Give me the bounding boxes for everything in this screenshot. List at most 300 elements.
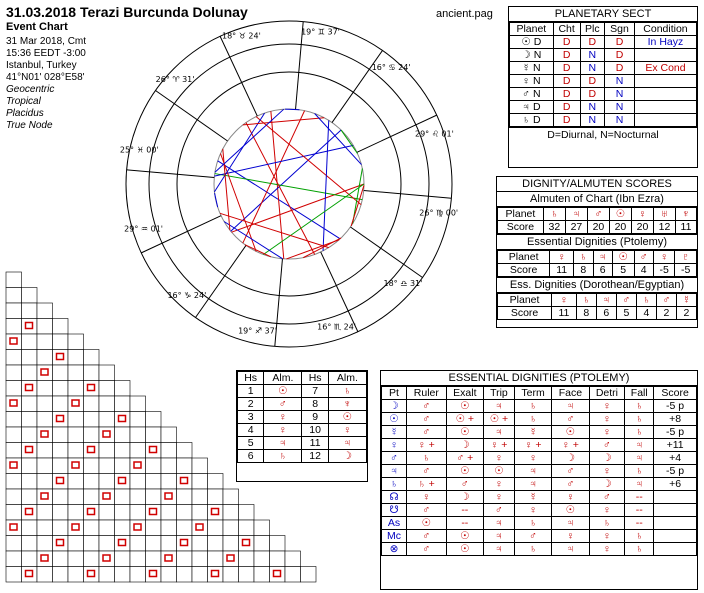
grid-cell	[37, 350, 53, 366]
grid-cell	[6, 319, 22, 335]
grid-cell	[6, 334, 22, 350]
almuten-row	[238, 450, 367, 463]
score-value: 8	[574, 264, 593, 277]
grid-cell	[37, 381, 53, 397]
grid-cell	[84, 567, 100, 583]
dignity-cell: ♀	[514, 452, 551, 465]
grid-cell	[99, 505, 115, 521]
aspect-line	[215, 193, 218, 207]
dignity-cell: ♄	[625, 543, 654, 556]
col-score: Score	[654, 387, 697, 400]
grid-cell	[68, 536, 84, 552]
grid-cell	[239, 520, 255, 536]
almuten-glyph: ♄	[328, 385, 366, 398]
aspect-line	[315, 114, 362, 165]
grid-cell	[68, 365, 84, 381]
dignity-cell: ☿	[514, 491, 551, 504]
dignity-scores-box	[496, 176, 698, 328]
dor-table	[497, 293, 697, 320]
sect-condition	[634, 101, 696, 114]
dignity-cell: ♃	[514, 478, 551, 491]
planetary-sect-table	[509, 22, 697, 127]
grid-cell	[223, 551, 239, 567]
sect-planet: ♂ N	[510, 88, 554, 101]
grid-cell	[68, 489, 84, 505]
grid-cell	[208, 489, 224, 505]
grid-cell	[84, 365, 100, 381]
grid-cell	[130, 474, 146, 490]
grid-cell	[84, 489, 100, 505]
planet-glyph: ♆	[675, 208, 696, 221]
grid-cell	[84, 458, 100, 474]
grid-cell	[223, 505, 239, 521]
dignity-cell: ♀	[589, 400, 625, 413]
grid-cell	[37, 334, 53, 350]
almuten-row	[238, 424, 367, 437]
house-almutens-box	[236, 370, 368, 482]
dignity-cell: ♀	[589, 465, 625, 478]
cusp-label: 26° ♍ 00'	[419, 208, 459, 218]
score-value: -5	[653, 264, 675, 277]
almuten-glyph: ♆	[328, 398, 366, 411]
dignity-cell: +6	[654, 478, 697, 491]
score-value: 11	[552, 307, 577, 320]
row-label: Planet	[498, 294, 552, 307]
grid-cell	[68, 381, 84, 397]
dignity-cell: ☽	[552, 452, 589, 465]
dignity-cell: ☽	[589, 478, 625, 491]
sect-condition	[634, 88, 696, 101]
planet-glyph: ♃	[593, 251, 612, 264]
planet-glyph: ♀	[653, 251, 675, 264]
grid-cell	[161, 520, 177, 536]
grid-cell	[146, 474, 162, 490]
grid-cell	[208, 567, 224, 583]
planet-glyph: ♅	[653, 208, 675, 221]
score-value: 5	[612, 264, 634, 277]
cusp-label: 16° ♏ 24'	[317, 322, 357, 332]
dignity-cell: ♀	[407, 491, 447, 504]
dignity-cell: ♂	[407, 504, 447, 517]
grid-cell	[115, 489, 131, 505]
grid-cell	[99, 396, 115, 412]
grid-cell	[208, 474, 224, 490]
house-num: 2	[238, 398, 264, 411]
dignity-cell: ☉	[552, 426, 589, 439]
grid-cell	[6, 536, 22, 552]
dignity-cell: ☉	[446, 543, 483, 556]
planet-glyph: ♄	[636, 294, 656, 307]
grid-cell	[84, 381, 100, 397]
grid-cell	[37, 489, 53, 505]
sect-value: N	[605, 114, 635, 127]
col-plc: Plc	[580, 23, 605, 36]
grid-cell	[53, 551, 69, 567]
col-cht: Cht	[553, 23, 580, 36]
grid-cell	[99, 427, 115, 443]
dignity-cell: ♂ +	[446, 452, 483, 465]
grid-cell	[177, 474, 193, 490]
cusp-label: 19° ♐ 37'	[238, 326, 277, 336]
col-pt: Pt	[382, 387, 407, 400]
setting-tropical: Tropical	[6, 96, 41, 107]
dignity-cell: ♀	[552, 530, 589, 543]
grid-cell	[115, 396, 131, 412]
dignity-row	[382, 439, 697, 452]
grid-cell	[84, 427, 100, 443]
grid-cell	[161, 427, 177, 443]
grid-cell	[99, 365, 115, 381]
dignity-cell	[654, 517, 697, 530]
grid-cell	[130, 489, 146, 505]
dignity-cell: ♂	[407, 465, 447, 478]
grid-cell	[22, 551, 38, 567]
sect-row	[510, 49, 697, 62]
dignity-cell: ♂	[407, 530, 447, 543]
dignity-cell: ☋	[382, 504, 407, 517]
grid-cell	[37, 396, 53, 412]
almuten-title: Almuten of Chart (Ibn Ezra)	[497, 192, 697, 207]
grid-cell	[177, 505, 193, 521]
almuten-glyph: ♀	[264, 411, 302, 424]
dignity-row	[382, 413, 697, 426]
dignity-cell: ☉ +	[483, 413, 514, 426]
house-cusp-line	[127, 170, 215, 178]
grid-cell	[239, 505, 255, 521]
grid-cell	[22, 567, 38, 583]
grid-cell	[53, 443, 69, 459]
dignity-cell: ☉	[446, 465, 483, 478]
grid-cell	[53, 567, 69, 583]
grid-cell	[146, 427, 162, 443]
dignity-cell: ☉	[446, 400, 483, 413]
aspect-line	[214, 145, 353, 176]
dignity-cell: ♂	[382, 452, 407, 465]
dignity-cell: -5 p	[654, 400, 697, 413]
dignity-cell: ♀	[382, 439, 407, 452]
grid-cell	[6, 396, 22, 412]
grid-cell	[22, 489, 38, 505]
planet-glyph: ☿	[676, 294, 696, 307]
grid-cell	[84, 520, 100, 536]
planet-glyph: ☉	[609, 208, 631, 221]
grid-cell	[254, 551, 270, 567]
sect-planet: ♄ D	[510, 114, 554, 127]
grid-cell	[68, 474, 84, 490]
sect-value: D	[553, 75, 580, 88]
dignity-cell: ☉	[552, 504, 589, 517]
sect-condition	[634, 49, 696, 62]
grid-cell	[270, 536, 286, 552]
grid-cell	[192, 536, 208, 552]
info-time: 15:36 EEDT -3:00	[6, 48, 86, 59]
sect-row	[510, 88, 697, 101]
dignity-cell: ♂	[589, 491, 625, 504]
grid-cell	[115, 536, 131, 552]
sect-row	[510, 114, 697, 127]
dignity-cell: ♄	[625, 413, 654, 426]
score-value: 11	[550, 264, 574, 277]
house-num: 12	[302, 450, 328, 463]
grid-cell	[115, 551, 131, 567]
dignity-cell: ♃	[483, 530, 514, 543]
sect-planet: ☉ D	[510, 36, 554, 49]
sect-planet: ☿ N	[510, 62, 554, 75]
house-num: 11	[302, 437, 328, 450]
setting-placidus: Placidus	[6, 108, 44, 119]
almuten-row	[238, 385, 367, 398]
grid-cell	[161, 505, 177, 521]
dignity-cell: ♃	[625, 452, 654, 465]
grid-cell	[161, 536, 177, 552]
house-num: 4	[238, 424, 264, 437]
grid-cell	[37, 474, 53, 490]
dignity-cell: ♂	[407, 413, 447, 426]
grid-cell	[146, 489, 162, 505]
grid-cell	[208, 536, 224, 552]
dignity-cell: ♃	[483, 517, 514, 530]
dignity-cell: ♂	[407, 400, 447, 413]
grid-cell	[99, 381, 115, 397]
grid-cell	[254, 536, 270, 552]
dignity-cell: ♄	[382, 478, 407, 491]
sect-value: N	[580, 114, 605, 127]
almuten-glyph: ♃	[328, 437, 366, 450]
sect-planet: ☽ N	[510, 49, 554, 62]
col-alm: Alm.	[328, 372, 366, 385]
grid-cell	[22, 536, 38, 552]
sect-value: D	[553, 101, 580, 114]
grid-cell	[84, 505, 100, 521]
grid-cell	[22, 443, 38, 459]
grid-cell	[115, 458, 131, 474]
col-planet: Planet	[510, 23, 554, 36]
grid-cell	[146, 412, 162, 428]
grid-cell	[161, 551, 177, 567]
grid-cell	[208, 551, 224, 567]
dignity-cell: ♃	[483, 400, 514, 413]
grid-cell	[53, 365, 69, 381]
dignity-cell: -5 p	[654, 465, 697, 478]
grid-cell	[223, 489, 239, 505]
grid-cell	[115, 474, 131, 490]
grid-cell	[22, 381, 38, 397]
sect-value: D	[580, 88, 605, 101]
sect-value: D	[553, 36, 580, 49]
grid-cell	[6, 303, 22, 319]
house-cusp-line	[364, 191, 452, 199]
grid-cell	[68, 551, 84, 567]
grid-cell	[22, 505, 38, 521]
grid-cell	[53, 381, 69, 397]
grid-cell	[53, 505, 69, 521]
planet-glyph: ♀	[552, 294, 577, 307]
almuten-glyph: ♄	[264, 450, 302, 463]
sect-value: D	[580, 75, 605, 88]
house-num: 7	[302, 385, 328, 398]
almuten-glyph: ☉	[328, 411, 366, 424]
dignity-row	[382, 478, 697, 491]
grid-cell	[130, 551, 146, 567]
grid-cell	[22, 474, 38, 490]
grid-cell	[68, 458, 84, 474]
grid-cell	[192, 489, 208, 505]
col-trip: Trip	[483, 387, 514, 400]
grid-cell	[53, 396, 69, 412]
dignity-cell: ☽	[589, 452, 625, 465]
aspect-line	[214, 113, 264, 192]
grid-cell	[6, 427, 22, 443]
house-ring	[177, 72, 401, 296]
dignity-scores-title: DIGNITY/ALMUTEN SCORES	[497, 177, 697, 192]
grid-cell	[192, 520, 208, 536]
grid-cell	[99, 412, 115, 428]
score-value: 27	[565, 221, 587, 234]
dignity-cell: -5 p	[654, 426, 697, 439]
grid-cell	[130, 458, 146, 474]
chart-info	[6, 36, 86, 132]
grid-cell	[192, 505, 208, 521]
cusp-label: 19° ♊ 37'	[301, 27, 340, 37]
grid-cell	[37, 458, 53, 474]
dignity-cell: ♄	[625, 465, 654, 478]
grid-cell	[192, 458, 208, 474]
grid-cell	[68, 567, 84, 583]
dignity-row	[382, 426, 697, 439]
ptolemy-title: ESSENTIAL DIGNITIES (PTOLEMY)	[381, 371, 697, 386]
sect-value: D	[553, 49, 580, 62]
grid-cell	[84, 474, 100, 490]
grid-cell	[161, 489, 177, 505]
grid-cell	[6, 520, 22, 536]
planet-glyph: ♂	[587, 208, 609, 221]
grid-cell	[53, 536, 69, 552]
almuten-glyph: ♃	[264, 437, 302, 450]
planet-glyph: ♀	[550, 251, 574, 264]
score-value: 4	[636, 307, 656, 320]
grid-cell	[177, 551, 193, 567]
grid-cell	[239, 536, 255, 552]
almuten-table	[497, 207, 697, 234]
dignity-cell: ♂	[514, 530, 551, 543]
planet-glyph: ♂	[656, 294, 676, 307]
grid-cell	[6, 381, 22, 397]
planet-glyph: ♂	[616, 294, 636, 307]
planet-glyph: ♃	[565, 208, 587, 221]
house-cusp-line	[220, 36, 257, 116]
sect-value: D	[605, 36, 635, 49]
setting-geocentric: Geocentric	[6, 84, 55, 95]
ptolemy-table	[381, 386, 697, 556]
row-label: Score	[498, 221, 544, 234]
almuten-glyph: ☉	[264, 385, 302, 398]
col-exalt: Exalt	[446, 387, 483, 400]
dignity-cell: ♂	[552, 413, 589, 426]
grid-cell	[6, 350, 22, 366]
planet-glyph: ☉	[612, 251, 634, 264]
grid-cell	[115, 381, 131, 397]
grid-cell	[84, 443, 100, 459]
sect-row	[510, 62, 697, 75]
grid-cell	[22, 520, 38, 536]
grid-cell	[53, 474, 69, 490]
dignity-cell: ♂	[552, 478, 589, 491]
grid-cell	[6, 412, 22, 428]
grid-cell	[115, 505, 131, 521]
info-date: 31 Mar 2018, Cmt	[6, 36, 87, 47]
almuten-glyph: ☽	[328, 450, 366, 463]
grid-cell	[37, 551, 53, 567]
row-label: Score	[498, 264, 550, 277]
grid-cell	[37, 319, 53, 335]
grid-cell	[146, 443, 162, 459]
dignity-cell: ♃	[552, 543, 589, 556]
cusp-label: 25° ♓ 00'	[119, 145, 159, 155]
cusp-label: 18° ♉ 24'	[221, 31, 261, 41]
almuten-glyph: ♀	[264, 424, 302, 437]
dignity-cell: --	[625, 504, 654, 517]
cusp-label: 16° ♑ 24'	[167, 290, 207, 300]
col-hs: Hs	[238, 372, 264, 385]
house-num: 9	[302, 411, 328, 424]
grid-cell	[53, 334, 69, 350]
grid-cell	[99, 551, 115, 567]
dignity-cell: ♄	[589, 517, 625, 530]
dignity-cell: ♄	[407, 452, 447, 465]
grid-cell	[53, 319, 69, 335]
grid-cell	[254, 567, 270, 583]
dignity-cell: ☉ +	[446, 413, 483, 426]
grid-cell	[22, 396, 38, 412]
grid-cell	[130, 396, 146, 412]
house-num: 5	[238, 437, 264, 450]
grid-cell	[53, 520, 69, 536]
grid-cell	[68, 350, 84, 366]
grid-cell	[68, 427, 84, 443]
almuten-row	[238, 411, 367, 424]
grid-cell	[84, 412, 100, 428]
aspect-line	[223, 149, 230, 230]
dignity-cell: ♃	[382, 465, 407, 478]
grid-cell	[301, 567, 317, 583]
dignity-row	[382, 517, 697, 530]
dignity-cell: ☉	[483, 465, 514, 478]
dignity-cell	[654, 504, 697, 517]
sect-row	[510, 75, 697, 88]
dignity-cell: ⊗	[382, 543, 407, 556]
dignity-cell: ♀	[514, 504, 551, 517]
grid-cell	[115, 412, 131, 428]
chart-title: 31.03.2018 Terazi Burcunda Dolunay	[6, 4, 248, 20]
dignity-cell: ♀	[589, 426, 625, 439]
dignity-cell: ♀ +	[552, 439, 589, 452]
dignity-cell: ☽	[446, 439, 483, 452]
planet-glyph: ♃	[596, 294, 616, 307]
grid-cell	[6, 474, 22, 490]
grid-cell	[177, 536, 193, 552]
grid-cell	[68, 334, 84, 350]
grid-cell	[115, 443, 131, 459]
grid-cell	[99, 520, 115, 536]
grid-cell	[177, 489, 193, 505]
dignity-row	[382, 452, 697, 465]
sect-condition: Ex Cond	[634, 62, 696, 75]
house-num: 6	[238, 450, 264, 463]
dignity-cell: ♂	[446, 478, 483, 491]
sect-condition	[634, 75, 696, 88]
col-fall: Fall	[625, 387, 654, 400]
grid-cell	[130, 443, 146, 459]
